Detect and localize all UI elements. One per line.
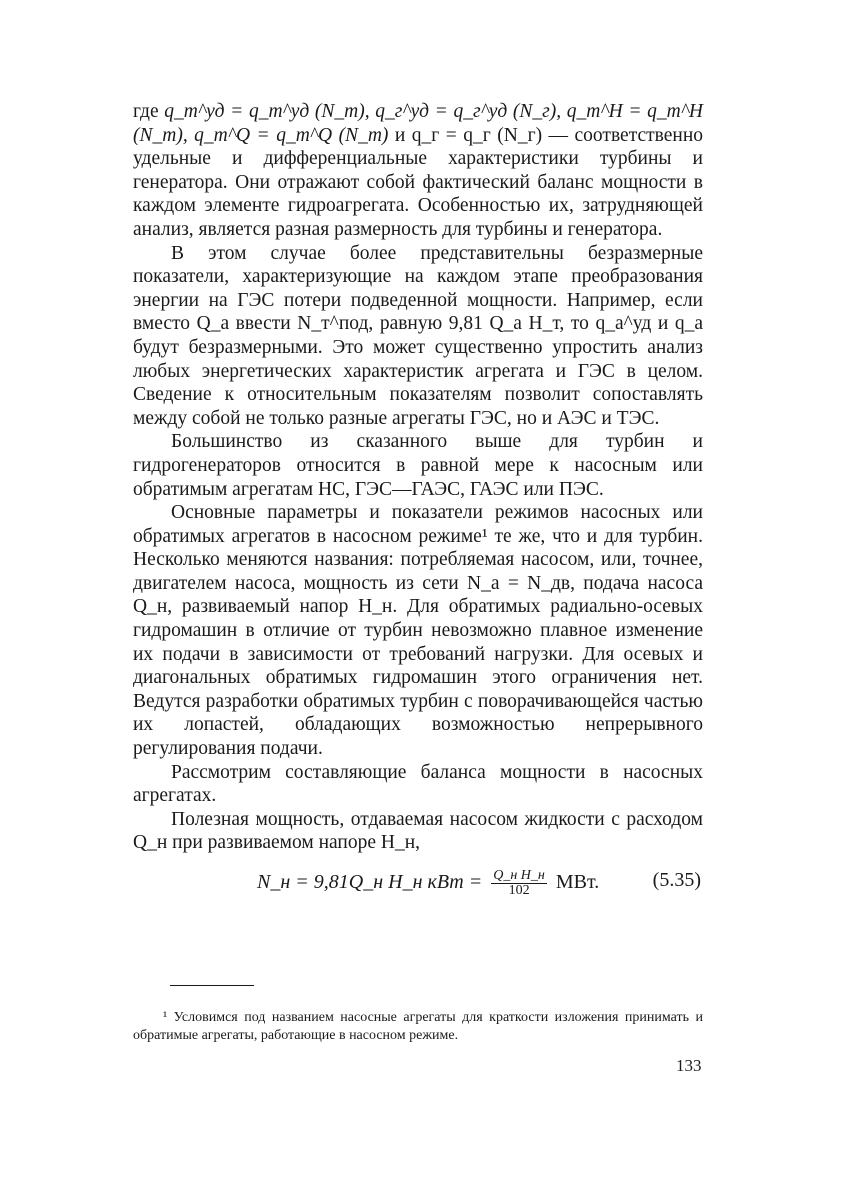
formula-number: (5.35)	[652, 869, 701, 891]
fraction-numerator: Q_н H_н	[493, 868, 545, 883]
fraction-denominator: 102	[508, 883, 530, 898]
formula-expression	[257, 869, 599, 898]
footnote-rule	[170, 985, 254, 986]
formula-unit: МВт.	[555, 871, 600, 894]
para1-formulas: q_т^уд = q_т^уд (N_т), q_г^уд = q_г^уд (N_г), q_т^H = q_т^H (N_т), q_т^Q = q_т^Q (N_т)	[133, 101, 704, 146]
formula-5-35	[133, 863, 703, 899]
paragraph-2: В этом случае более представительны безразмерные показатели, характеризующие на каждом этапе преобразования энергии на ГЭС потери подведенной мощности. Например, если вместо Q_а ввести N_т^под, равную 9,81 Q_а H_т, то q_а^уд и q_а будут безразмерными. Это может существенно упростить анализ любых энергетических характеристик агрегата и ГЭС в целом. Сведение к относительным показателям позволит сопоставлять между собой не только разные агрегаты ГЭС, но и АЭС и ТЭС.	[133, 242, 703, 429]
page-number: 133	[676, 1056, 702, 1075]
main-text	[133, 100, 703, 899]
para1-rest: и q_г = q_г (N_г) — соответственно удельные и дифференциальные характеристики турбины и генератора. Они отражают собой фактический баланс мощности в каждом элементе гидроагрегата. Особенностью их, затрудняющей анализ, является разная размерность для турбины и генератора.	[133, 124, 703, 240]
paragraph-5: Рассмотрим составляющие баланса мощности в насосных агрегатах.	[133, 761, 703, 807]
paragraph-1	[133, 100, 703, 242]
formula-fraction	[491, 869, 547, 898]
formula-lhs: N_н = 9,81Q_н H_н кВт =	[257, 871, 483, 894]
paragraph-4: Основные параметры и показатели режимов насосных или обратимых агрегатов в насосном режиме¹ те же, что и для турбин. Несколько меняются названия: потребляемая насосом, или, точнее, двигателем насоса, мощность из сети N_а = N_дв, подача насоса Q_н, развиваемый напор H_н. Для обратимых радиально-осевых гидромашин в отличие от турбин невозможно плавное изменение их подачи в зависимости от требований нагрузки. Для осевых и диагональных обратимых гидромашин этого ограничения нет. Ведутся разработки обратимых турбин с поворачивающейся частью их лопастей, обладающих возможностью непрерывного регулирования подачи.	[133, 502, 703, 760]
paragraph-3: Большинство из сказанного выше для турбин и гидрогенераторов относится в равной мере к насосным или обратимым агрегатам НС, ГЭС—ГАЭС, ГАЭС или ПЭС.	[133, 431, 703, 500]
footnote: ¹ Условимся под названием насосные агрегаты для краткости изложения принимать и обратимые агрегаты, работающие в насосном режиме.	[133, 1010, 703, 1043]
paragraph-6: Полезная мощность, отдаваемая насосом жидкости с расходом Q_н при развиваемом напоре H_н,	[133, 808, 703, 854]
para1-lead: где	[133, 101, 159, 122]
